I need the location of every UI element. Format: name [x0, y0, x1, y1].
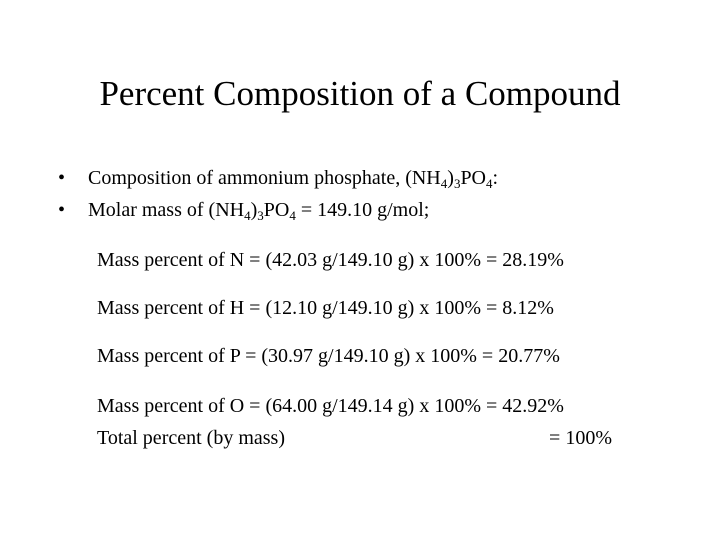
calc-oxygen: Mass percent of O = (64.00 g/149.14 g) x 100% = 42.92%	[97, 395, 564, 417]
bullet-text: )	[447, 167, 454, 189]
calc-nitrogen: Mass percent of N = (42.03 g/149.10 g) x 100% = 28.19%	[97, 249, 564, 271]
bullet-text: :	[492, 167, 499, 189]
bullet-list	[58, 162, 498, 226]
bullet-text: PO	[460, 167, 487, 189]
subscript: 3	[453, 176, 461, 191]
bullet-text: Molar mass of (NH	[88, 199, 245, 221]
slide-title: Percent Composition of a Compound	[99, 74, 621, 113]
subscript: 4	[440, 176, 448, 191]
total-label: Total percent (by mass)	[97, 427, 285, 449]
subscript: 3	[257, 208, 264, 223]
bullet-molar-mass	[58, 194, 498, 226]
calc-phosphorus: Mass percent of P = (30.97 g/149.10 g) x 100% = 20.77%	[97, 345, 560, 367]
bullet-text: Composition of ammonium phosphate, (NH	[88, 167, 441, 189]
subscript: 4	[289, 208, 296, 223]
bullet-text: )	[250, 199, 258, 221]
bullet-text: = 149.10 g/mol;	[295, 199, 430, 221]
subscript: 4	[244, 208, 251, 223]
total-value: = 100%	[549, 427, 612, 449]
total-row	[97, 422, 612, 454]
bullet-marker: •	[58, 199, 66, 221]
subscript: 4	[486, 176, 493, 191]
bullet-composition	[58, 162, 498, 194]
bullet-marker: •	[58, 167, 66, 189]
calc-hydrogen: Mass percent of H = (12.10 g/149.10 g) x 100% = 8.12%	[97, 297, 554, 319]
bullet-text: PO	[263, 199, 290, 221]
